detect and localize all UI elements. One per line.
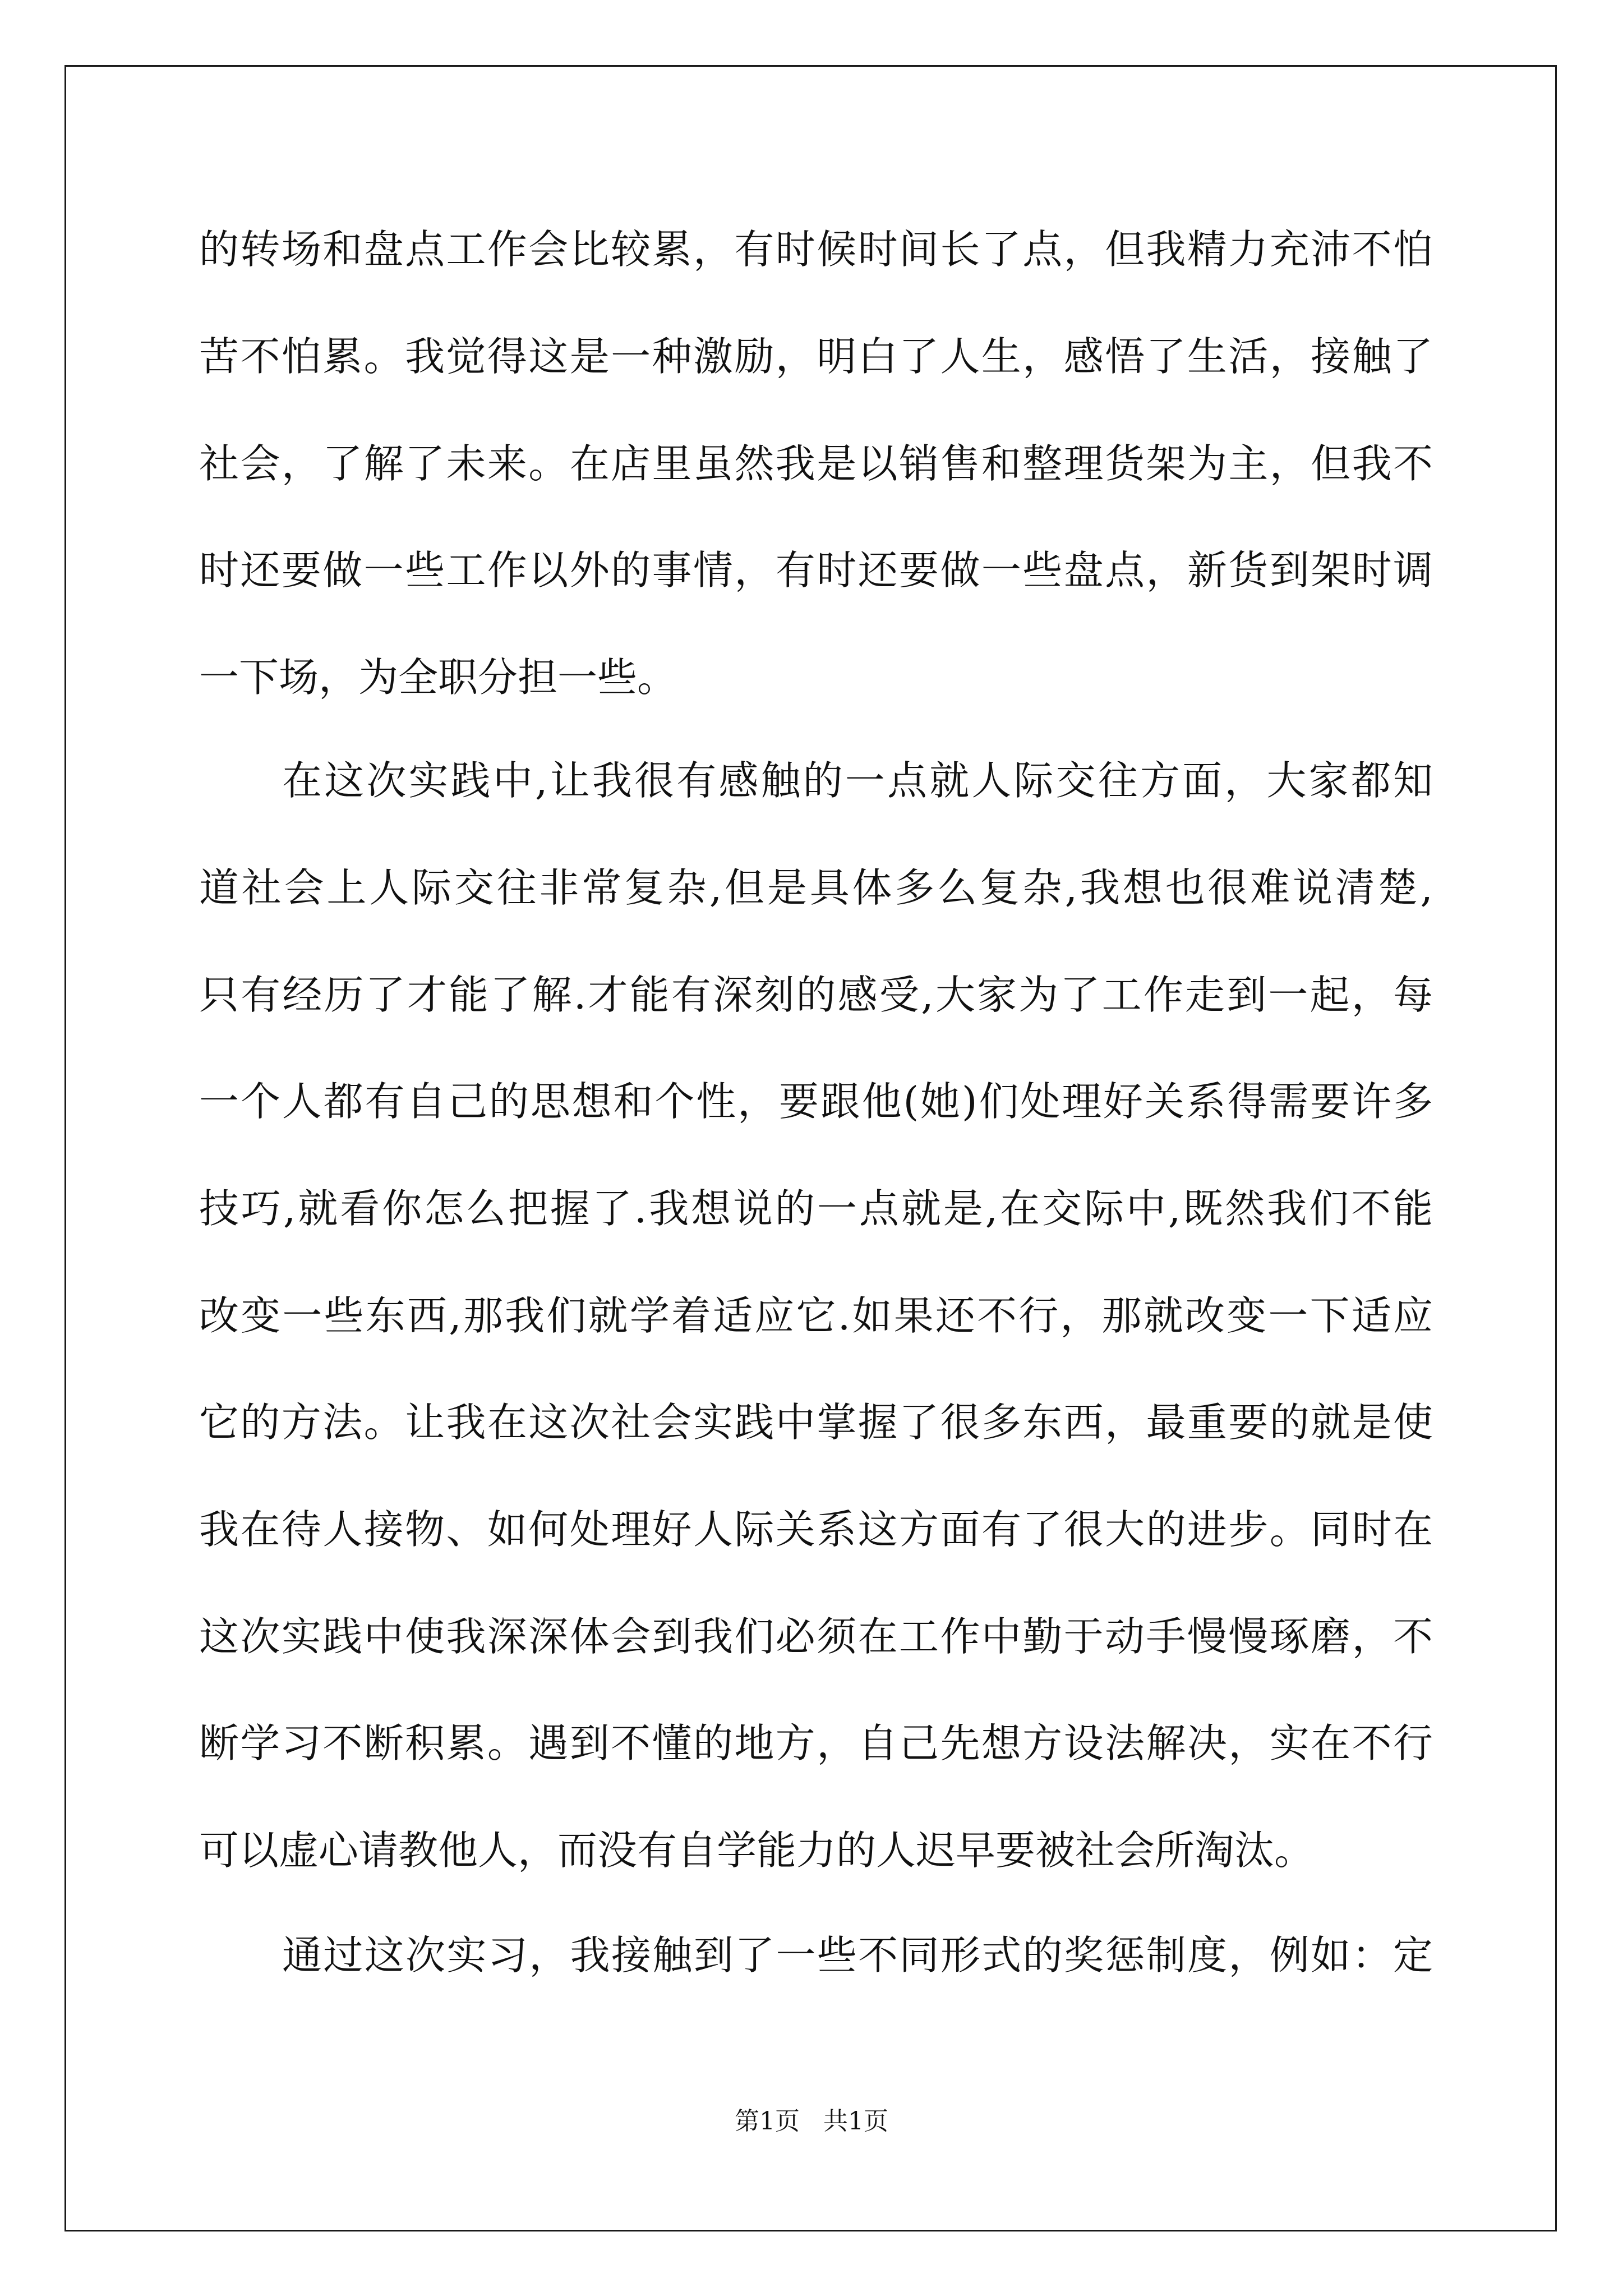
text-line: 改变一些东西,那我们就学着适应它.如果还不行，那就改变一下适应 — [199, 1292, 1433, 1339]
text-line: 我在待人接物、如何处理好人际关系这方面有了很大的进步。同时在 — [199, 1506, 1433, 1553]
text-line: 道社会上人际交往非常复杂,但是具体多么复杂,我想也很难说清楚, — [199, 864, 1433, 911]
paragraph-first-line: 在这次实践中,让我很有感触的一点就人际交往方面，大家都知 — [282, 757, 1433, 804]
text-line: 一个人都有自己的思想和个性，要跟他(她)们处理好关系得需要许多 — [199, 1078, 1433, 1125]
paragraph-first-line: 通过这次实习，我接触到了一些不同形式的奖惩制度，例如：定 — [282, 1932, 1433, 1978]
text-line: 这次实践中使我深深体会到我们必须在工作中勤于动手慢慢琢磨，不 — [199, 1613, 1433, 1660]
text-line: 只有经历了才能了解.才能有深刻的感受,大家为了工作走到一起，每 — [199, 972, 1433, 1018]
text-line: 断学习不断积累。遇到不懂的地方，自己先想方设法解决，实在不行 — [199, 1720, 1433, 1766]
text-line: 一下场，为全职分担一些。 — [199, 654, 677, 701]
text-line: 社会，了解了未来。在店里虽然我是以销售和整理货架为主，但我不 — [199, 440, 1433, 487]
text-line: 可以虚心请教他人，而没有自学能力的人迟早要被社会所淘汰。 — [199, 1827, 1315, 1874]
text-line: 它的方法。让我在这次社会实践中掌握了很多东西，最重要的就是使 — [199, 1399, 1433, 1446]
page-number-footer: 第1页 共1页 — [735, 2107, 888, 2136]
text-line: 技巧,就看你怎么把握了.我想说的一点就是,在交际中,既然我们不能 — [199, 1185, 1433, 1232]
text-line: 的转场和盘点工作会比较累，有时候时间长了点，但我精力充沛不怕 — [199, 226, 1433, 273]
text-line: 苦不怕累。我觉得这是一种激励，明白了人生，感悟了生活，接触了 — [199, 333, 1433, 380]
page-border — [64, 65, 1557, 2231]
text-line: 时还要做一些工作以外的事情，有时还要做一些盘点，新货到架时调 — [199, 547, 1433, 593]
